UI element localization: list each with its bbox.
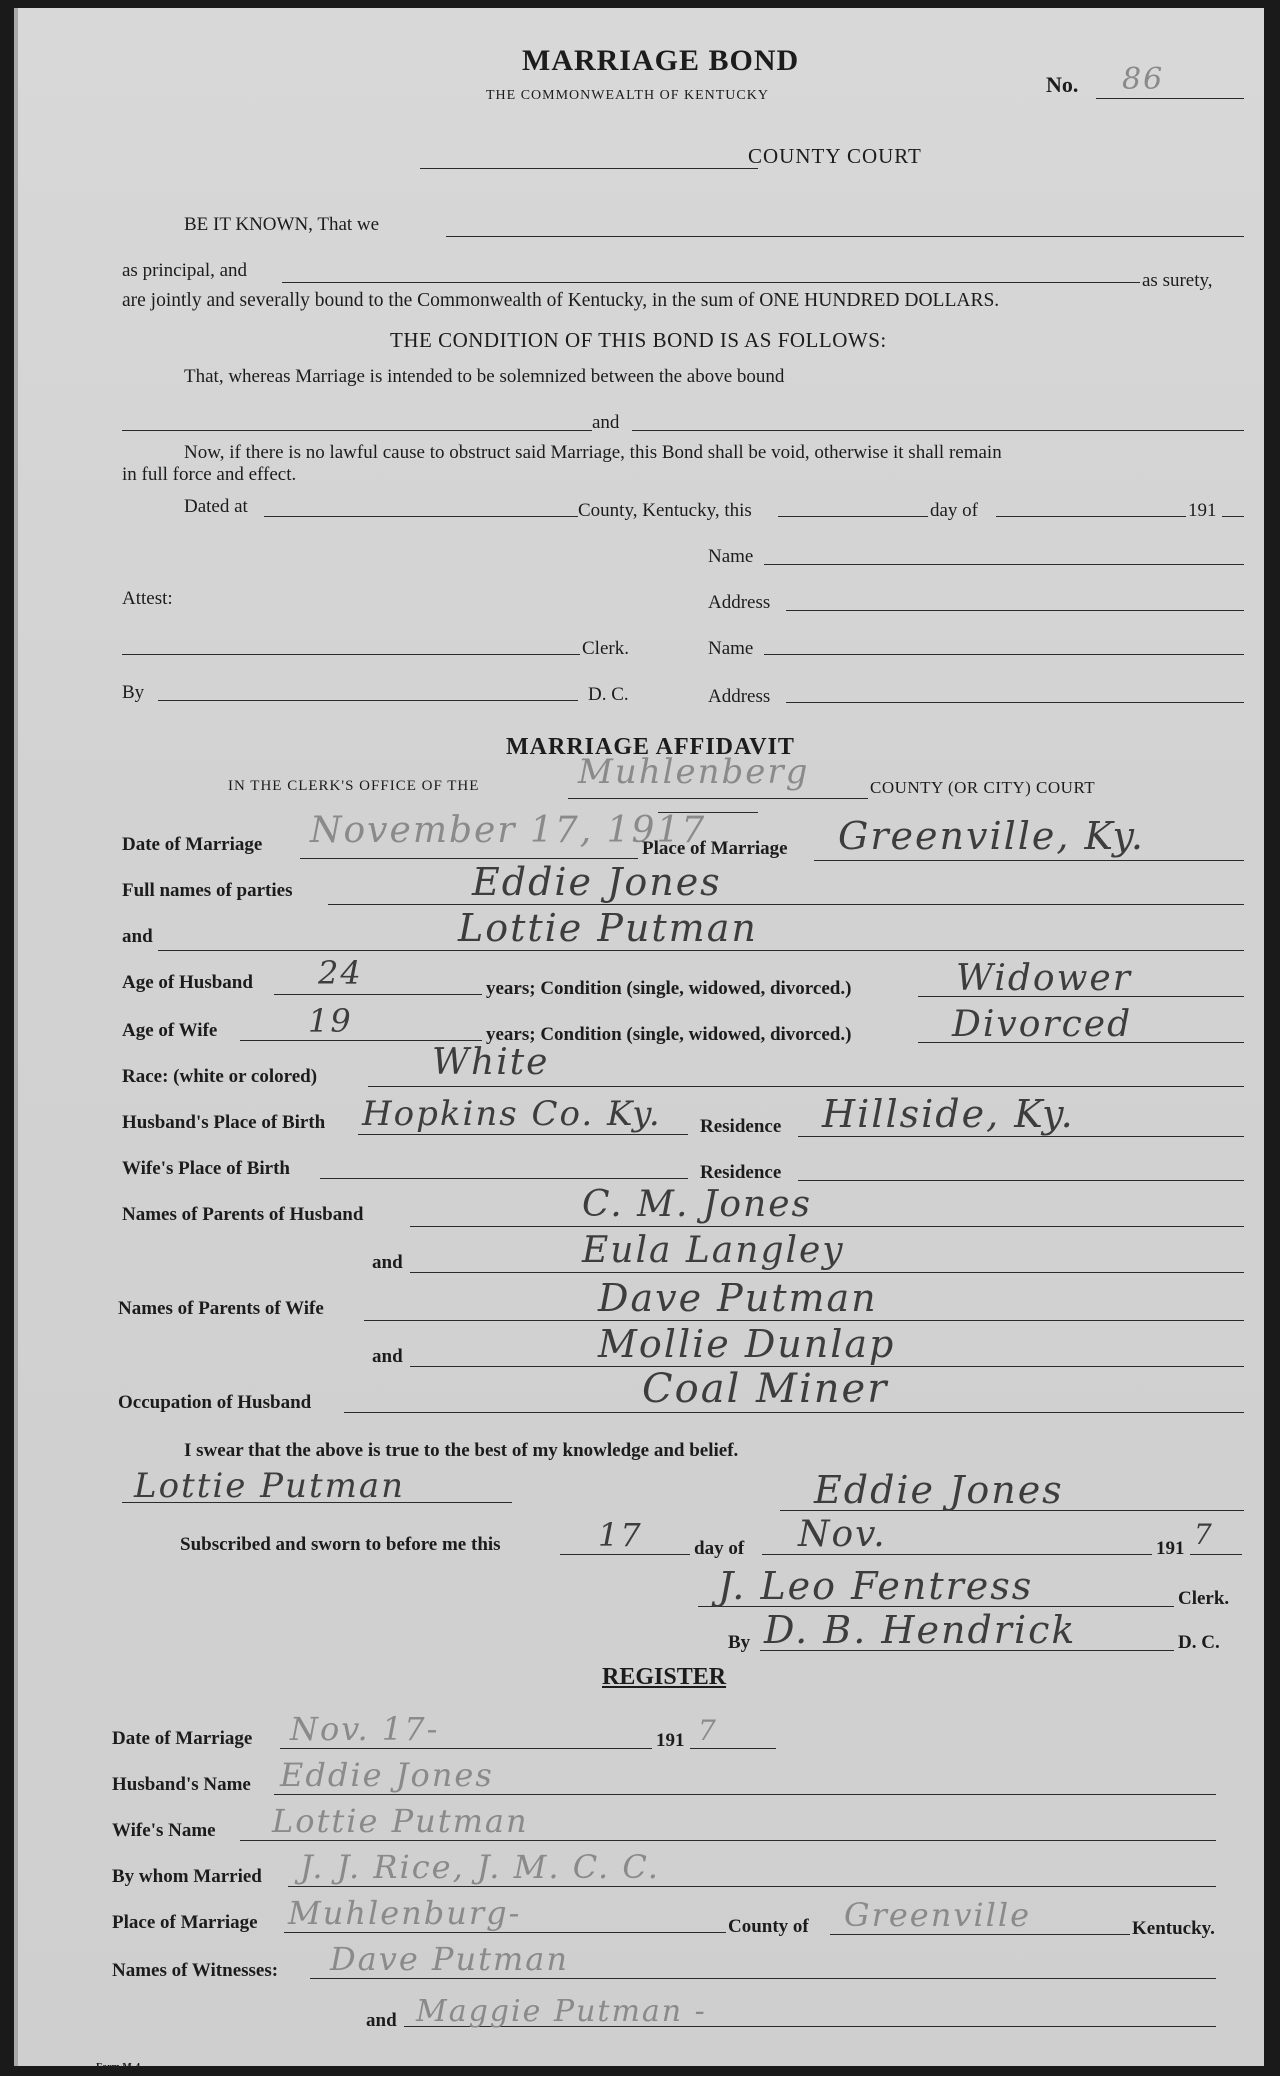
register-kentucky-label: Kentucky. [1132,1918,1215,1939]
register-witness-and: and [366,2010,397,2031]
condition-husband-value: Widower [956,958,1132,999]
in-clerks-office: IN THE CLERK'S OFFICE OF THE [228,778,480,794]
register-place-value: Muhlenburg- [288,1894,522,1932]
affidavit-clerk-label: Clerk. [1178,1588,1230,1609]
bond-clerk-label: Clerk. [582,638,629,659]
surety-address-label-2: Address [708,686,771,707]
affidavit-by-label: By [728,1632,751,1653]
father-husband-value: C. M. Jones [582,1184,812,1225]
mother-husband-value: Eula Langley [582,1230,845,1271]
register-year-suffix: 7 [698,1714,718,1747]
register-husband-value: Eddie Jones [280,1756,494,1794]
place-of-marriage-value: Greenville, Ky. [838,814,1146,858]
wife-residence-label: Residence [700,1162,782,1183]
condition-wife-value: Divorced [952,1004,1133,1045]
as-principal: as principal, and [122,260,248,281]
register-wife-label: Wife's Name [112,1820,216,1841]
affidavit-dc-label: D. C. [1178,1632,1220,1653]
subscribed-text: Subscribed and sworn to before me this [180,1534,501,1555]
father-wife-value: Dave Putman [598,1276,878,1320]
occupation-label: Occupation of Husband [118,1392,312,1413]
race-value: White [432,1042,550,1083]
dc-signature: D. B. Hendrick [764,1608,1077,1652]
attest-label: Attest: [122,588,173,609]
register-county-of-label: County of [728,1916,809,1937]
surety-name-label-1: Name [708,546,754,567]
swear-text: I swear that the above is true to the best of my knowledge and belief. [184,1440,739,1461]
register-witnesses-label: Names of Witnesses: [112,1960,279,1981]
party1-name: Eddie Jones [472,860,722,904]
full-names-label: Full names of parties [122,880,293,901]
bond-by-label: By [122,682,145,703]
be-it-known: BE IT KNOWN, That we [184,214,380,235]
jointly-bound-text: are jointly and severally bound to the Commonwealth of Kentucky, in the sum of ONE HUNDRED DOLLARS. [122,290,1000,311]
subscribed-year-suffix: 7 [1194,1518,1214,1551]
register-wife-value: Lottie Putman [272,1802,529,1840]
register-date-value: Nov. 17- [290,1710,440,1748]
register-title: REGISTER [602,1664,727,1690]
bond-day-of: day of [930,500,979,521]
register-place-label: Place of Marriage [112,1912,258,1933]
age-wife-label: Age of Wife [122,1020,218,1041]
register-county-value: Greenville [844,1896,1032,1934]
subscribed-year-prefix: 191 [1156,1538,1185,1559]
parents-husband-and: and [372,1252,403,1273]
bond-no-label: No. [1046,72,1079,97]
date-of-marriage-value: November 17, 1917 [310,810,707,851]
wife-pob-label: Wife's Place of Birth [122,1158,290,1179]
register-by-whom-value: J. J. Rice, J. M. C. C. [300,1848,660,1886]
condition-heading: THE CONDITION OF THIS BOND IS AS FOLLOWS: [390,328,887,352]
bond-no-value: 86 [1122,62,1165,97]
age-husband-value: 24 [318,954,363,992]
affidavit-county-court: COUNTY (OR CITY) COURT [870,778,1096,797]
whereas-text: That, whereas Marriage is intended to be solemnized between the above bound [184,366,785,387]
register-witness1-value: Dave Putman [330,1940,569,1978]
years-condition-label-w: years; Condition (single, widowed, divorced.) [486,1024,852,1045]
register-by-whom-label: By whom Married [112,1866,262,1887]
subscribed-day: 17 [598,1516,643,1554]
subscribed-day-of: day of [694,1538,745,1559]
surety-address-label-1: Address [708,592,771,613]
wife-signature: Lottie Putman [134,1466,406,1506]
bond-county-court: COUNTY COURT [748,144,922,168]
occupation-value: Coal Miner [642,1366,889,1412]
bond-title: MARRIAGE BOND [522,44,800,77]
husband-signature: Eddie Jones [814,1468,1064,1512]
party-and-label: and [122,926,153,947]
register-husband-label: Husband's Name [112,1774,251,1795]
register-witness2-value: Maggie Putman - [416,1994,707,2029]
clerk-signature: J. Leo Fentress [718,1564,1034,1608]
affidavit-title: MARRIAGE AFFIDAVIT [506,734,795,760]
parents-wife-and: and [372,1346,403,1367]
dated-at: Dated at [184,496,248,517]
husband-pob-label: Husband's Place of Birth [122,1112,326,1133]
parents-husband-label: Names of Parents of Husband [122,1204,364,1225]
county-kentucky-this: County, Kentucky, this [578,500,752,521]
affidavit-county-name: Muhlenberg [578,752,810,792]
now-if-text: Now, if there is no lawful cause to obstruct said Marriage, this Bond shall be void, otherwise it shall remain [184,442,1002,463]
register-year-prefix: 191 [656,1730,685,1751]
race-label: Race: (white or colored) [122,1066,318,1087]
subscribed-month: Nov. [798,1514,887,1555]
husband-residence-label: Residence [700,1116,782,1137]
husband-pob-value: Hopkins Co. Ky. [362,1094,662,1134]
age-wife-value: 19 [308,1002,353,1040]
place-of-marriage-label: Place of Marriage [642,838,788,859]
bond-and: and [592,412,620,433]
register-date-label: Date of Marriage [112,1728,253,1749]
party2-name: Lottie Putman [458,906,758,950]
as-surety: as surety, [1142,270,1213,291]
parents-wife-label: Names of Parents of Wife [118,1298,324,1319]
husband-residence-value: Hillside, Ky. [822,1092,1075,1136]
age-husband-label: Age of Husband [122,972,253,993]
mother-wife-value: Mollie Dunlap [598,1322,896,1366]
form-number: Form M-4. [96,2062,143,2073]
bond-subtitle: THE COMMONWEALTH OF KENTUCKY [486,88,769,103]
years-condition-label-h: years; Condition (single, widowed, divorced.) [486,978,852,999]
surety-name-label-2: Name [708,638,754,659]
bond-year-prefix: 191 [1188,500,1217,521]
in-full-force: in full force and effect. [122,464,297,485]
date-of-marriage-label: Date of Marriage [122,834,263,855]
bond-dc-label: D. C. [588,684,629,705]
marriage-document [14,8,1264,2073]
